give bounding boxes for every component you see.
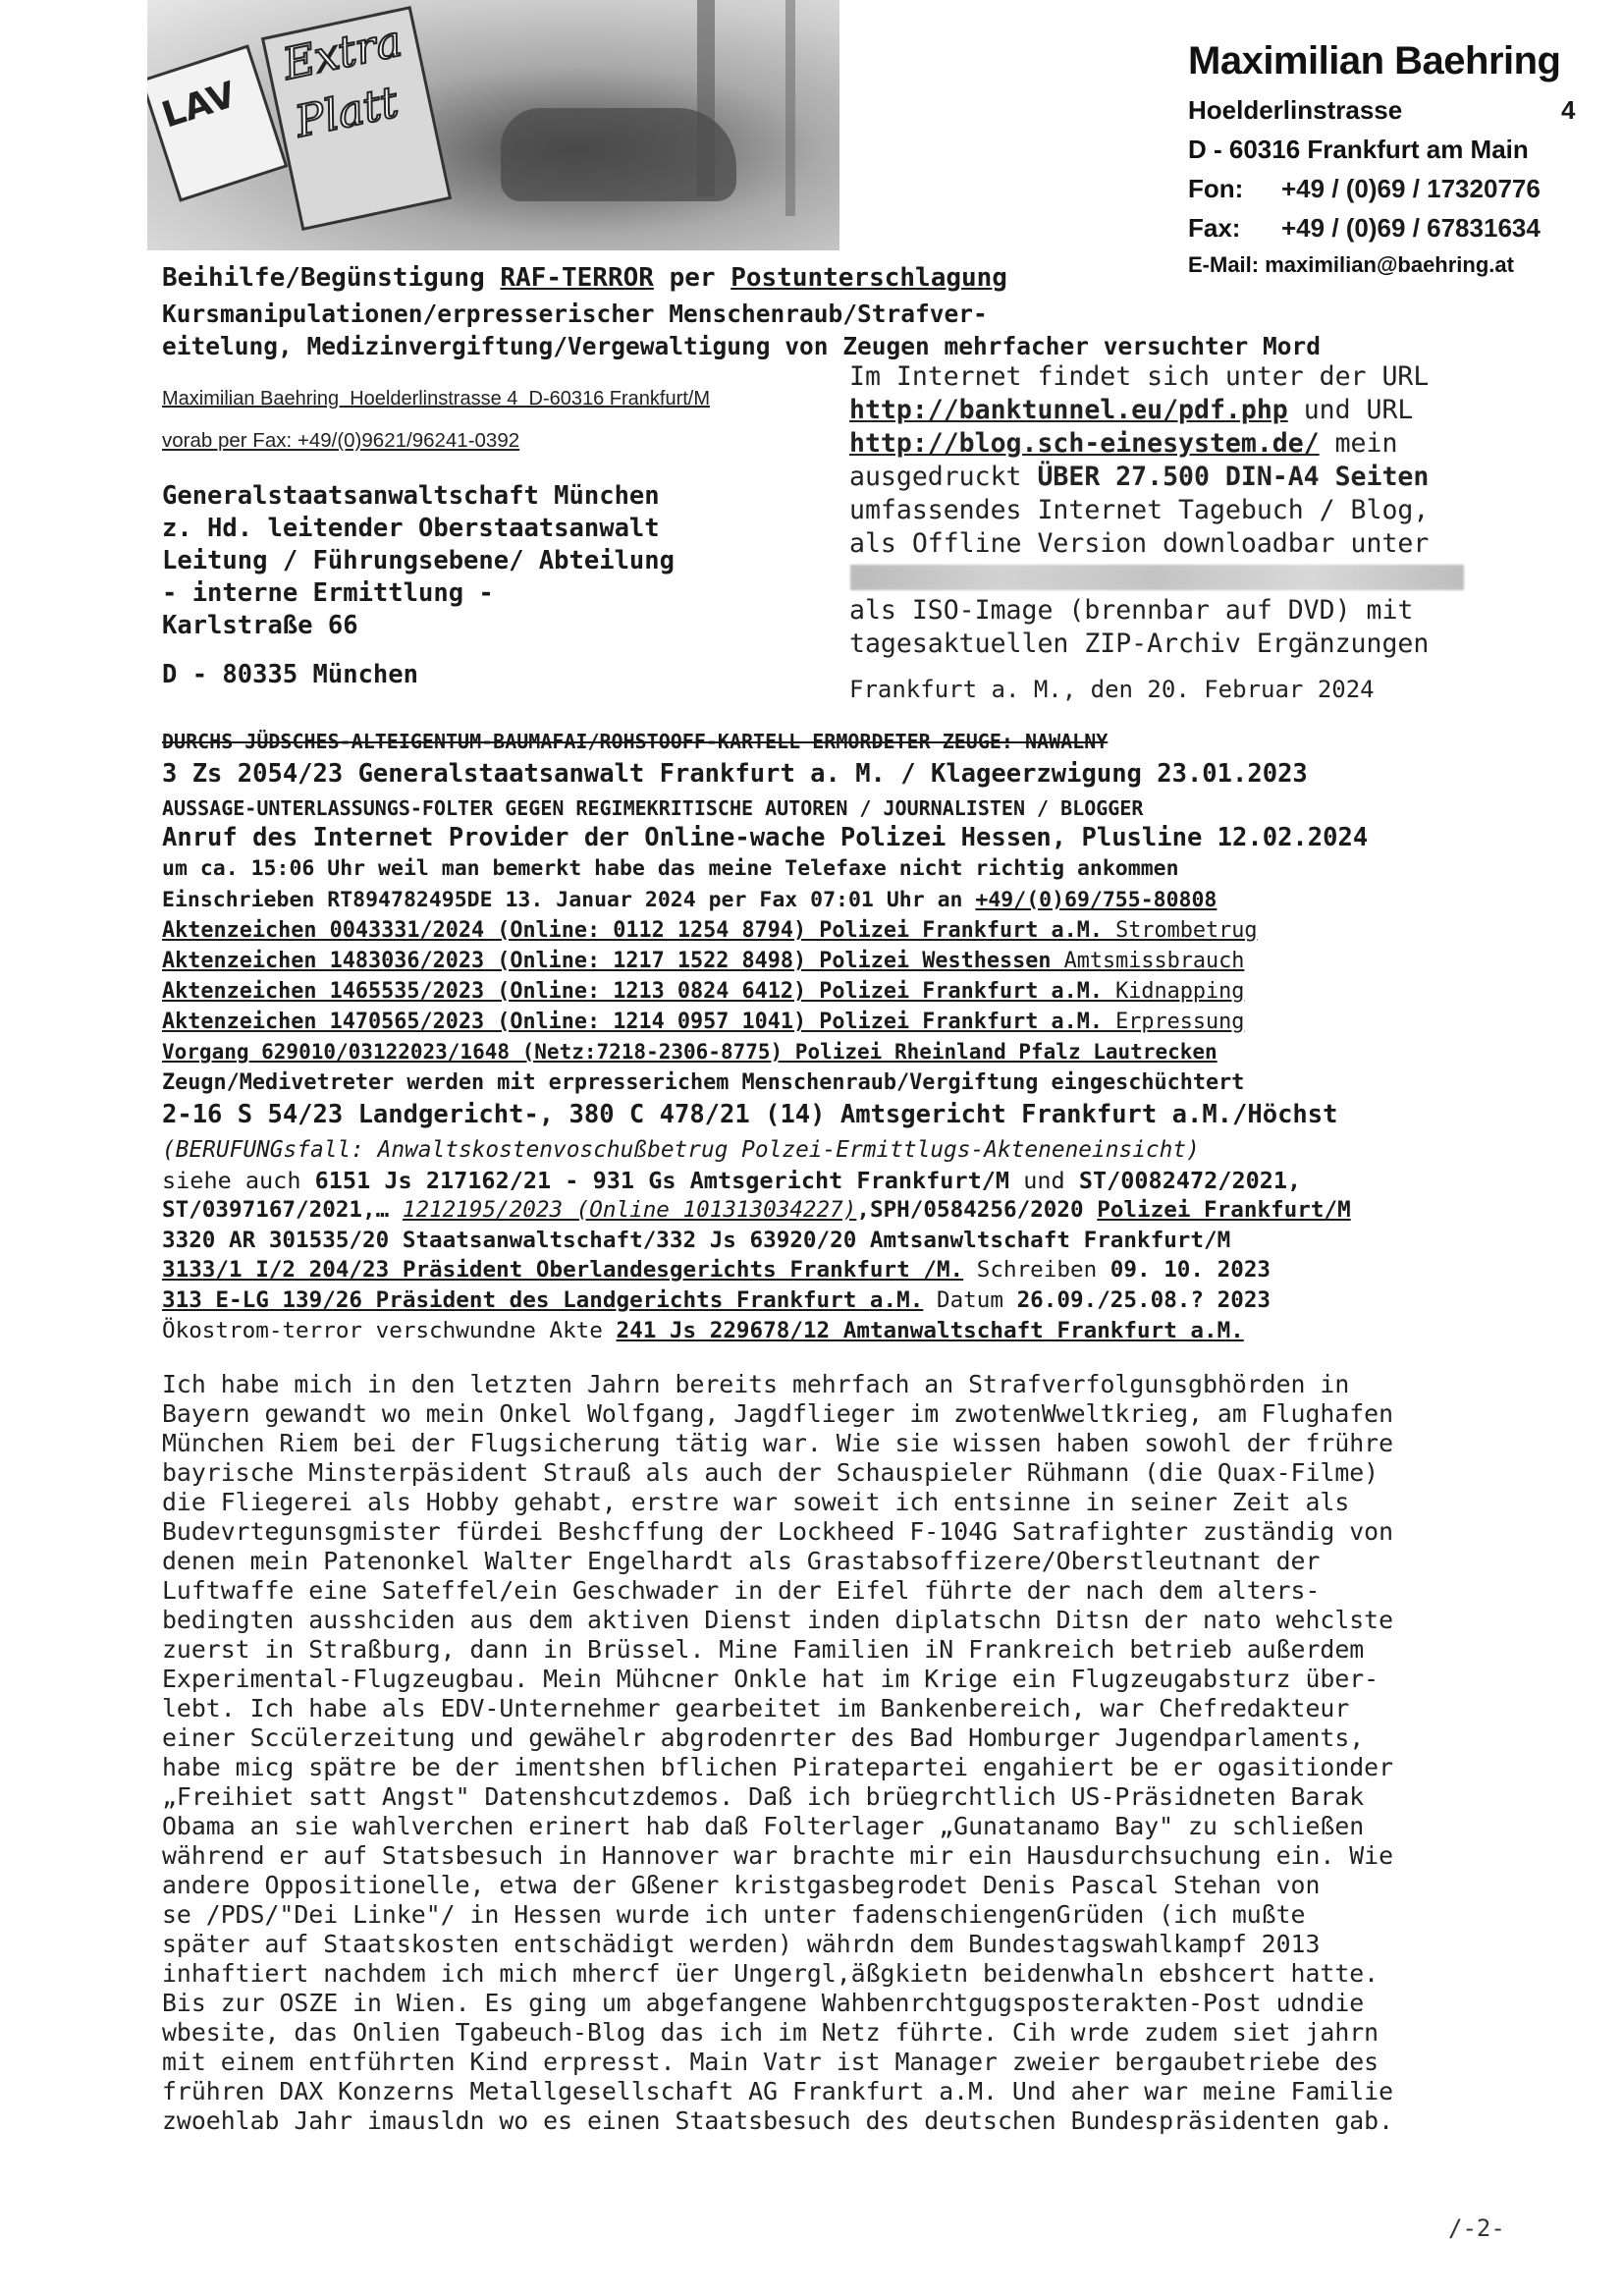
body-line: zwoehlab Jahr imausldn wo es einen Staatsbesuch des deutschen Bundespräsidenten gab. — [162, 2106, 1394, 2135]
return-address-line: Maximilian Baehring Hoelderlinstrasse 4 D-60316 Frankfurt/M — [162, 388, 711, 410]
reference-line-13: 2-16 S 54/23 Landgericht-, 380 C 478/21 (14) Amtsgericht Frankfurt a.M./Höchst — [162, 1100, 1338, 1129]
body-line: einer Sccülerzeitung und gewähelr abgrodenrter des Bad Homburger Jugendparlaments, — [162, 1723, 1365, 1752]
body-line: inhaftiert nachdem ich mich mhercf üer Ungergl,äßgkietn beidenwhaln ebshcert hatte. — [162, 1959, 1380, 1988]
body-line: denen mein Patenonkel Walter Engelhardt als Grastabsoffizere/Oberstleutnant der — [162, 1547, 1321, 1575]
sender-street: Hoelderlinstrasse — [1188, 95, 1403, 125]
reference-line-7: Aktenzeichen 0043331/2024 (Online: 0112 1254 8794) Polizei Frankfurt a.M. Strombetrug — [162, 918, 1258, 943]
reference-line-10: Aktenzeichen 1470565/2023 (Online: 1214 0957 1041) Polizei Frankfurt a.M. Erpressung — [162, 1010, 1245, 1034]
reference-line-2: 3 Zs 2054/23 Generalstaatsanwalt Frankfurt a. M. / Klageerzwigung 23.01.2023 — [162, 759, 1308, 789]
reference-line-9: Aktenzeichen 1465535/2023 (Online: 1213 0824 6412) Polizei Frankfurt a.M. Kidnapping — [162, 979, 1245, 1004]
body-line: frühren DAX Konzerns Metallgesellschaft AG Frankfurt a.M. Und aher war meine Familie — [162, 2077, 1394, 2105]
reference-line-5: um ca. 15:06 Uhr weil man bemerkt habe das meine Telefaxe nicht richtig ankommen — [162, 856, 1179, 881]
info-line-2: http://banktunnel.eu/pdf.php und URL — [849, 395, 1414, 425]
body-line: Bayern gewandt wo mein Onkel Wolfgang, Jagdflieger im zwotenWweltkrieg, am Flughafen — [162, 1399, 1394, 1428]
recipient-line-4: - interne Ermittlung - — [162, 578, 494, 608]
reference-line-11: Vorgang 629010/03122023/1648 (Netz:7218-2306-8775) Polizei Rheinland Pfalz Lautrecken — [162, 1040, 1217, 1064]
body-line: Ich habe mich in den letzten Jahrn bereits mehrfach an Strafverfolgunsgbhörden in — [162, 1370, 1350, 1398]
reference-line-4: Anruf des Internet Provider der Online-wache Polizei Hessen, Plusline 12.02.2024 — [162, 823, 1369, 852]
sender-fax-label: Fax: — [1188, 213, 1241, 243]
extra-platt-badge: Extra Platt — [261, 6, 452, 231]
sender-house-number: 4 — [1561, 95, 1576, 125]
sender-fax: +49 / (0)69 / 67831634 — [1281, 213, 1541, 243]
body-line: Bis zur OSZE in Wien. Es ging um abgefangene Wahbenrchtgugsposterakten-Post udndie — [162, 1989, 1365, 2017]
body-line: die Fliegerei als Hobby gehabt, erstre war soweit ich entsinne in seiner Zeit als — [162, 1488, 1350, 1516]
body-line: habe micg spätre be der imentshen bflichen Piratepartei engahiert be er ogasitionder — [162, 1753, 1394, 1781]
sender-phone-label: Fon: — [1188, 174, 1244, 203]
body-line: zuerst in Straßburg, dann in Brüssel. Mine Familien iN Frankreich betrieb außerdem — [162, 1635, 1365, 1664]
blog-link[interactable]: http://blog.sch-einesystem.de/ — [849, 428, 1320, 459]
body-line: bedingten ausshciden aus dem aktiven Dienst inden diplatschn Ditsn der nato wehclste — [162, 1606, 1394, 1634]
blurred-url — [850, 565, 1464, 590]
car-wreck-shape — [501, 108, 736, 201]
reference-line-19: 313 E-LG 139/26 Präsident des Landgerichts Frankfurt a.M. Datum 26.09./25.08.? 2023 — [162, 1287, 1271, 1313]
reference-line-1: DURCHS JÜDSCHES-ALTEIGENTUM-BAUMAFAI/ROHSTOOFF-KARTELL ERMORDETER ZEUGE: NAWALNY — [162, 730, 1109, 753]
body-line: Luftwaffe eine Sateffel/ein Geschwader in der Eifel führte der nach dem alters- — [162, 1576, 1321, 1605]
body-line: lebt. Ich habe als EDV-Unternehmer gearbeitet im Bankenbereich, war Chefredakteur — [162, 1694, 1350, 1722]
reference-line-8: Aktenzeichen 1483036/2023 (Online: 1217 1522 8498) Polizei Westhessen Amtsmissbrauch — [162, 949, 1245, 973]
body-line: München Riem bei der Flugsicherung tätig war. Wie sie wissen haben sowohl der frühre — [162, 1429, 1394, 1457]
lav-sign-logo: LAV — [147, 44, 288, 201]
body-line: Experimental-Flugzeugbau. Mein Mühcner Onkle hat im Krige ein Flugzeugabsturz über- — [162, 1665, 1380, 1693]
info-line-8: tagesaktuellen ZIP-Archiv Ergänzungen — [849, 629, 1430, 659]
body-line: während er auf Statsbesuch in Hannover war brachte mir ein Hausdurchsuchung ein. Wie — [162, 1841, 1394, 1870]
recipient-line-6: D - 80335 München — [162, 660, 418, 689]
sender-city: D - 60316 Frankfurt am Main — [1188, 135, 1529, 164]
body-line: se /PDS/"Dei Linke"/ in Hessen wurde ich unter fadenschiengenGrüden (ich mußte — [162, 1900, 1306, 1929]
letterhead-image — [147, 0, 839, 250]
reference-line-20: Ökostrom-terror verschwundne Akte 241 Js 229678/12 Amtanwaltschaft Frankfurt a.M. — [162, 1318, 1244, 1343]
reference-line-16: ST/0397167/2021,… 1212195/2023 (Online 101313034227),SPH/0584256/2020 Polizei Frankfurt/M — [162, 1197, 1351, 1223]
banktunnel-link[interactable]: http://banktunnel.eu/pdf.php — [849, 395, 1288, 425]
body-line: wbesite, das Onlien Tgabeuch-Blog das ich im Netz führte. Cih wrde zudem siet jahrn — [162, 2018, 1380, 2047]
sender-phone: +49 / (0)69 / 17320776 — [1281, 174, 1541, 203]
reference-line-17: 3320 AR 301535/20 Staatsanwaltschaft/332 Js 63920/20 Amtsanwltschaft Frankfurt/M — [162, 1228, 1231, 1253]
body-line: „Freihiet satt Angst" Datenshcutzdemos. Daß ich brüegrchtlich US-Präsidneten Barak — [162, 1782, 1365, 1811]
fax-note: vorab per Fax: +49/(0)9621/96241-0392 — [162, 429, 520, 452]
recipient-line-2: z. Hd. leitender Oberstaatsanwalt — [162, 514, 660, 543]
sender-name: Maximilian Baehring — [1188, 39, 1561, 82]
recipient-line-3: Leitung / Führungsebene/ Abteilung — [162, 546, 675, 575]
info-line-5: umfassendes Internet Tagebuch / Blog, — [849, 495, 1430, 525]
body-line: Budevrtegunsgmister fürdei Beshcffung der Lockheed F-104G Satrafighter zuständig von — [162, 1517, 1394, 1546]
body-line: später auf Staatskosten entschädigt werden) währdn dem Bundestagswahlkampf 2013 — [162, 1930, 1321, 1958]
info-line-7: als ISO-Image (brennbar auf DVD) mit — [849, 595, 1414, 626]
subject-line-3: eitelung, Medizinvergiftung/Vergewaltigung von Zeugen mehrfacher versuchter Mord — [162, 332, 1322, 360]
letter-date: Frankfurt a. M., den 20. Februar 2024 — [849, 676, 1375, 703]
reference-line-14: (BERUFUNGsfall: Anwaltskostenvoschußbetrug Polzei-Ermittlugs-Akteneneinsicht) — [162, 1137, 1200, 1163]
body-line: bayrische Minsterpäsident Strauß als auch der Schauspieler Rühmann (die Quax-Filme) — [162, 1458, 1380, 1487]
reference-line-18: 3133/1 I/2 204/23 Präsident Oberlandesgerichts Frankfurt /M. Schreiben 09. 10. 2023 — [162, 1257, 1271, 1283]
info-line-3: http://blog.sch-einesystem.de/ mein — [849, 428, 1398, 459]
subject-line-1: Beihilfe/Begünstigung RAF-TERROR per Postunterschlagung — [162, 263, 1007, 293]
subject-line-2: Kursmanipulationen/erpresserischer Menschenraub/Strafver- — [162, 300, 988, 328]
body-line: andere Oppositionelle, etwa der Gßener kristgasbegrodet Denis Pascal Stehan von — [162, 1871, 1321, 1899]
info-line-6: als Offline Version downloadbar unter — [849, 528, 1430, 559]
reference-line-6: Einschrieben RT894782495DE 13. Januar 2024 per Fax 07:01 Uhr an +49/(0)69/755-80808 — [162, 888, 1217, 912]
info-line-1: Im Internet findet sich unter der URL — [849, 361, 1430, 392]
sender-email: E-Mail: maximilian@baehring.at — [1188, 252, 1514, 277]
reference-line-15: siehe auch 6151 Js 217162/21 - 931 Gs Amtsgericht Frankfurt/M und ST/0082472/2021, — [162, 1167, 1302, 1194]
reference-line-3: AUSSAGE-UNTERLASSUNGS-FOLTER GEGEN REGIMEKRITISCHE AUTOREN / JOURNALISTEN / BLOGGER — [162, 796, 1144, 820]
reference-line-12: Zeugn/Medivetreter werden mit erpresserichem Menschenraub/Vergiftung eingeschüchtert — [162, 1070, 1245, 1095]
body-line: Obama an sie wahlverchen erinert hab daß Folterlager „Gunatanamo Bay" zu schließen — [162, 1812, 1365, 1840]
info-line-4: ausgedruckt ÜBER 27.500 DIN-A4 Seiten — [849, 462, 1430, 492]
body-line: mit einem entführten Kind erpresst. Main Vatr ist Manager zweier bergaubetriebe des — [162, 2048, 1380, 2076]
recipient-line-1: Generalstaatsanwaltschaft München — [162, 481, 660, 511]
recipient-line-5: Karlstraße 66 — [162, 611, 358, 640]
page-continuation-marker: /-2- — [1448, 2214, 1505, 2242]
